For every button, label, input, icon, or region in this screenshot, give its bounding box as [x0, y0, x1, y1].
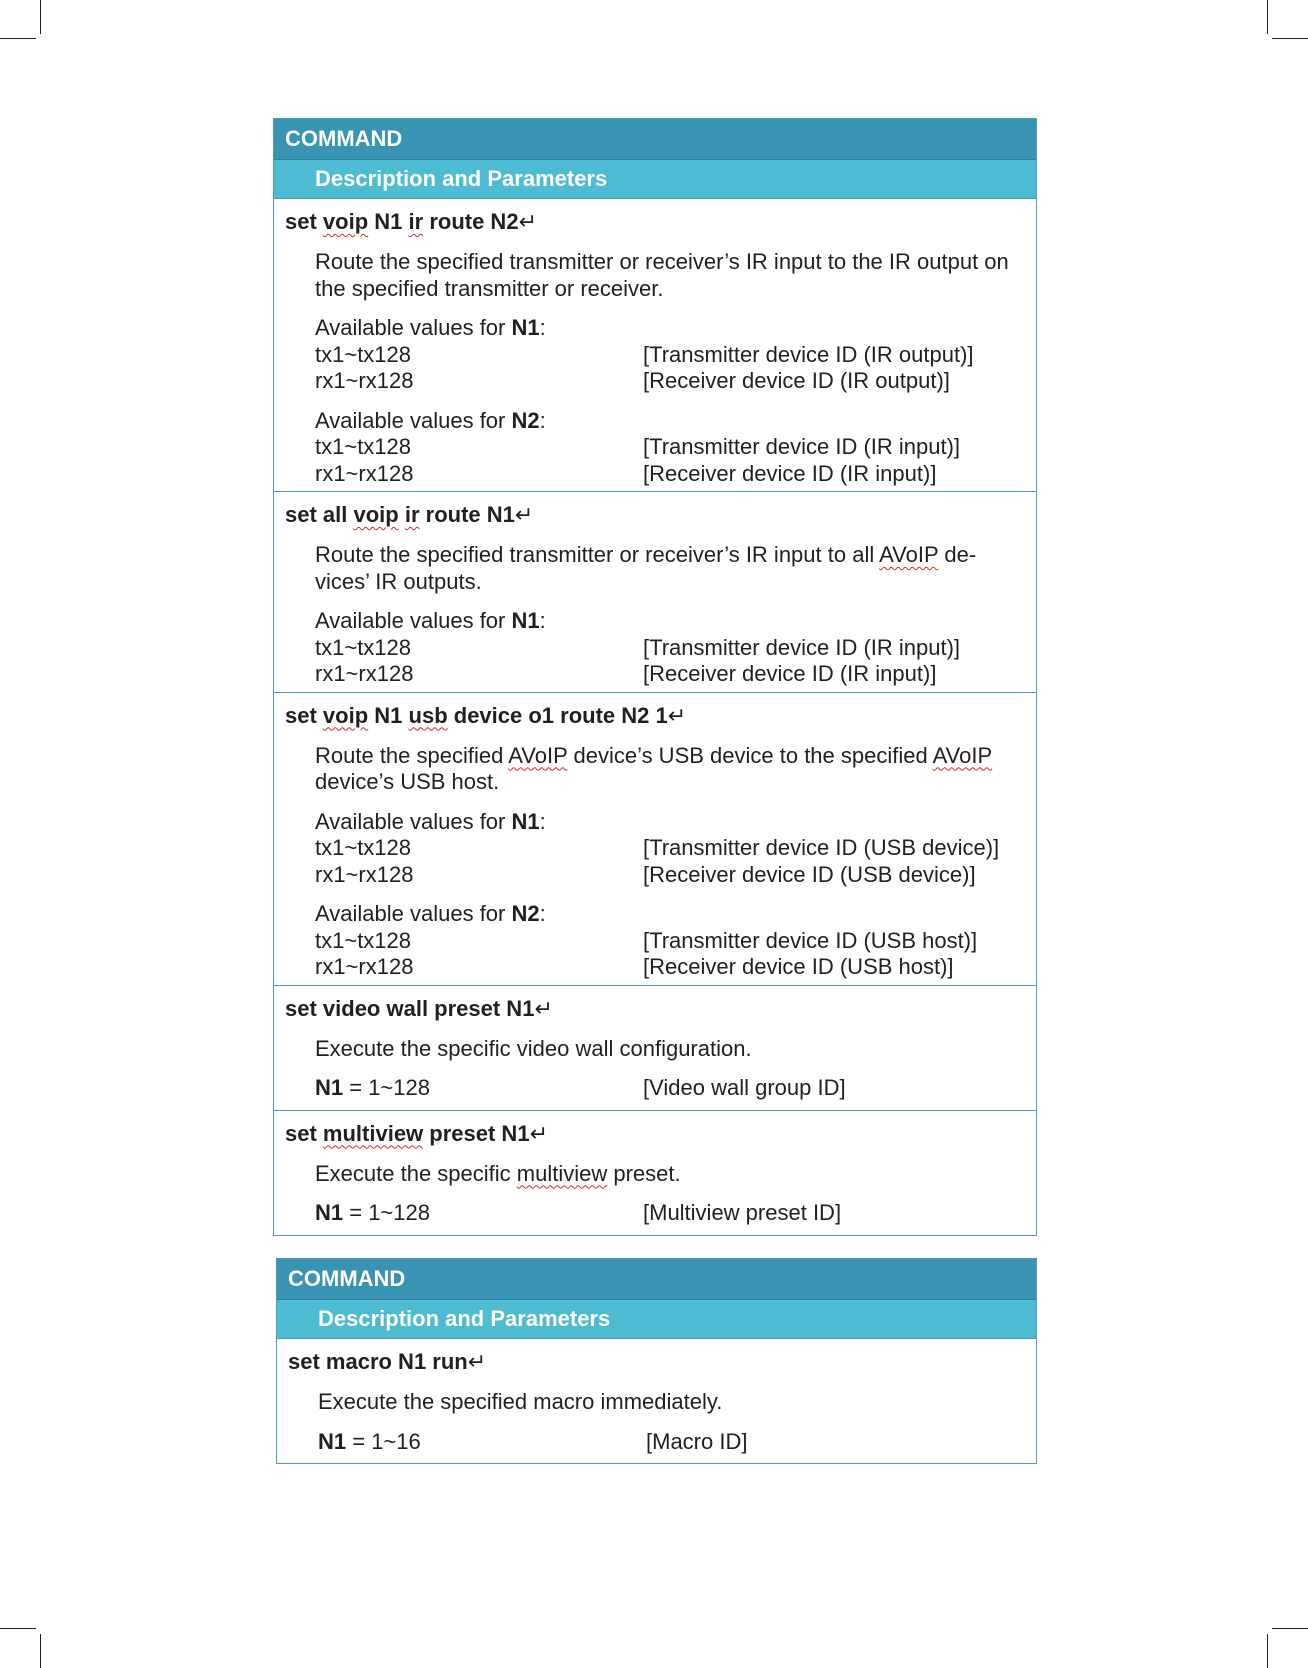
- crop-mark: [0, 1628, 36, 1629]
- return-icon: ↵: [467, 1349, 487, 1374]
- values-group: Available values for N1: tx1~tx128 [Transmitter device ID (IR output)] rx1~rx128 [Receiver device ID (IR output)]: [315, 315, 1024, 395]
- command-syntax: set voip N1 ir route N2↵: [285, 209, 537, 234]
- command-block: [274, 491, 1036, 692]
- command-table: [273, 118, 1037, 1236]
- value-row: rx1~rx128 [Receiver device ID (USB host)]: [315, 954, 954, 979]
- command-description: Route the specified transmitter or receiver’s IR input to the IR output on the specified transmitter or receiver.: [315, 249, 1009, 301]
- values-group: Available values for N2: tx1~tx128 [Transmitter device ID (USB host)] rx1~rx128 [Receiver device ID (USB host)]: [315, 901, 1024, 981]
- value-row: rx1~rx128 [Receiver device ID (IR input)]: [315, 661, 937, 686]
- crop-mark: [40, 1634, 41, 1668]
- command-block: [274, 985, 1036, 1110]
- header-command: COMMAND: [277, 1259, 1036, 1300]
- crop-mark: [1272, 38, 1308, 39]
- param-row: N1 = 1~16 [Macro ID]: [318, 1428, 748, 1454]
- command-syntax: set voip N1 usb device o1 route N2 1↵: [285, 702, 687, 728]
- command-syntax: set macro N1 run↵: [288, 1349, 487, 1374]
- values-group: Available values for N2: tx1~tx128 [Transmitter device ID (IR input)] rx1~rx128 [Receiver device ID (IR input)]: [315, 408, 1024, 488]
- command-table: [276, 1258, 1037, 1464]
- crop-mark: [1272, 1628, 1308, 1629]
- command-description: Execute the specific multiview preset.: [315, 1160, 681, 1186]
- command-syntax: set video wall preset N1↵: [285, 995, 553, 1021]
- crop-mark: [40, 0, 41, 34]
- return-icon: ↵: [514, 502, 534, 527]
- value-row: tx1~tx128 [Transmitter device ID (IR input)]: [315, 634, 961, 660]
- command-block: [274, 198, 1036, 491]
- command-syntax: set all voip ir route N1↵: [285, 502, 534, 527]
- command-description: Execute the specific video wall configuration.: [315, 1035, 752, 1061]
- command-description: Execute the specified macro immediately.: [318, 1389, 723, 1414]
- value-row: rx1~rx128 [Receiver device ID (USB device)]: [315, 861, 976, 887]
- value-row: rx1~rx128 [Receiver device ID (IR output)]: [315, 368, 950, 393]
- command-block: [277, 1338, 1036, 1463]
- value-row: tx1~tx128 [Transmitter device ID (USB device)]: [315, 835, 1000, 860]
- return-icon: ↵: [534, 995, 553, 1021]
- crop-mark: [0, 38, 36, 39]
- header-command: COMMAND: [274, 119, 1036, 160]
- command-description: Route the specified AVoIP device’s USB device to the specified AVoIP device’s USB host.: [315, 742, 993, 794]
- param-row: N1 = 1~128 [Video wall group ID]: [315, 1075, 846, 1100]
- values-group: Available values for N1: tx1~tx128 [Transmitter device ID (USB device)] rx1~rx128 [Receiver device ID (USB device)]: [315, 809, 1024, 889]
- value-row: rx1~rx128 [Receiver device ID (IR input)]: [315, 460, 937, 486]
- crop-mark: [1267, 0, 1268, 34]
- value-row: tx1~tx128 [Transmitter device ID (IR output)]: [315, 341, 974, 367]
- value-row: tx1~tx128 [Transmitter device ID (IR input)]: [315, 434, 961, 459]
- return-icon: ↵: [518, 209, 537, 234]
- command-syntax: set multiview preset N1↵: [285, 1120, 548, 1146]
- command-block: [274, 1110, 1036, 1235]
- command-description: Route the specified transmitter or receiver’s IR input to all AVoIP de- vices’ IR outputs.: [315, 542, 977, 594]
- return-icon: ↵: [667, 702, 687, 728]
- command-block: [274, 692, 1036, 985]
- crop-mark: [1267, 1634, 1268, 1668]
- return-icon: ↵: [529, 1120, 548, 1146]
- header-description: Description and Parameters: [274, 160, 1036, 198]
- values-group: Available values for N1: tx1~tx128 [Transmitter device ID (IR input)] rx1~rx128 [Receiver device ID (IR input)]: [315, 608, 1024, 688]
- param-row: N1 = 1~128 [Multiview preset ID]: [315, 1200, 842, 1225]
- header-description: Description and Parameters: [277, 1300, 1036, 1338]
- value-row: tx1~tx128 [Transmitter device ID (USB host)]: [315, 927, 978, 953]
